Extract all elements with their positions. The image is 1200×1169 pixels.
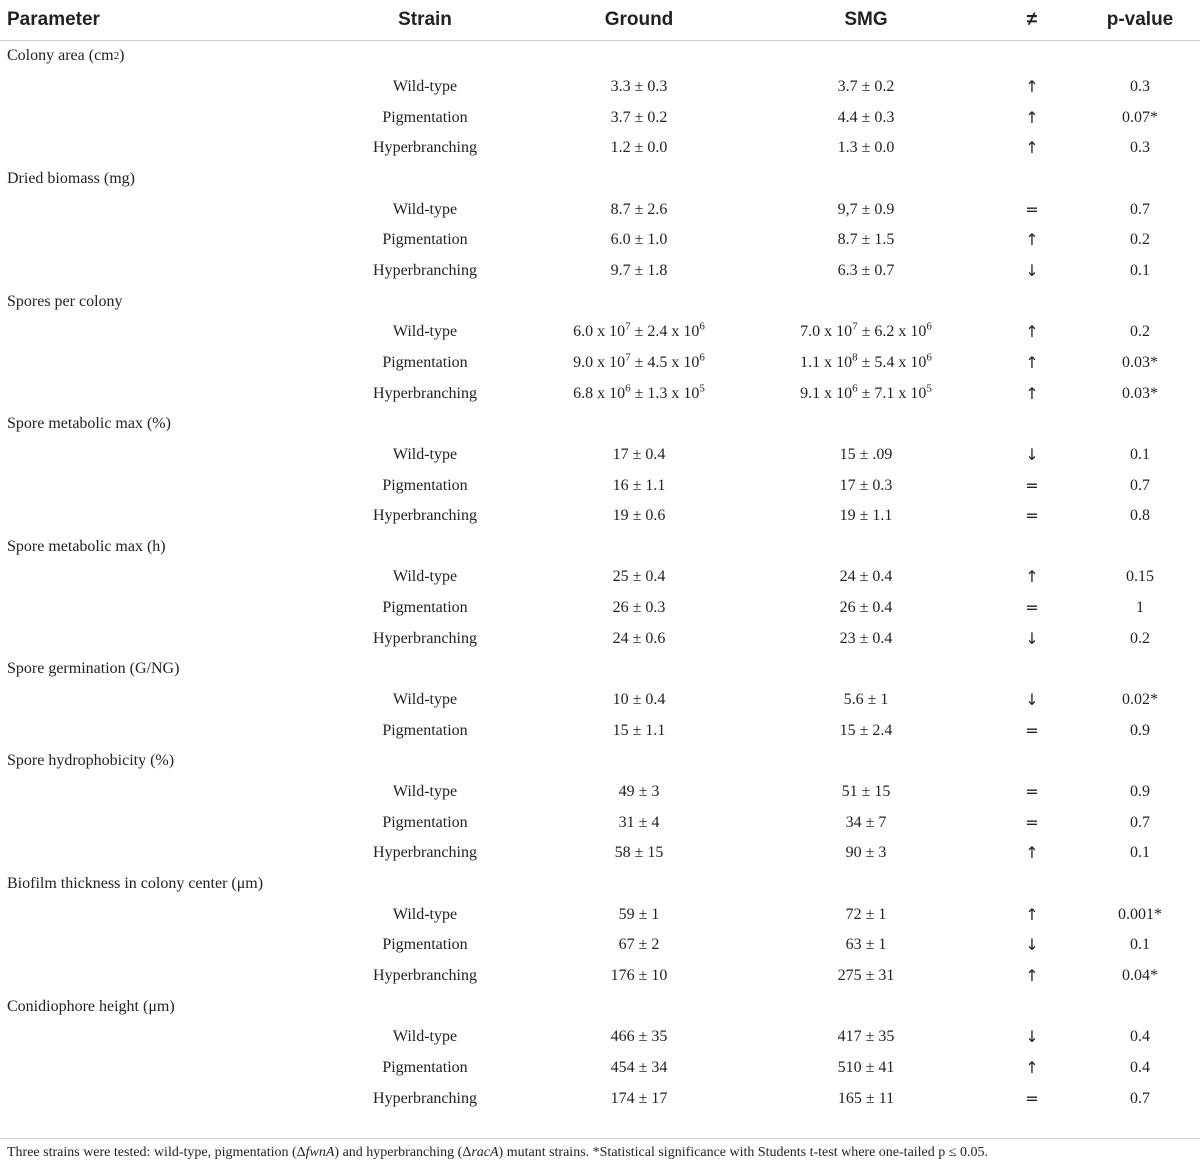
difference-cell: [984, 138, 1080, 158]
strain-cell: Wild-type: [392, 568, 458, 586]
difference-cell: [984, 966, 1080, 986]
parameter-title: Spore germination (G/NG): [7, 660, 180, 678]
table-row: [0, 838, 1200, 869]
p-value-cell: 0.3: [1130, 77, 1150, 95]
smg-cell-part: 6: [852, 382, 858, 395]
p-value-cell: 0.3: [1130, 139, 1150, 157]
ground-cell-part: ± 1.3 x 10: [630, 384, 700, 402]
ground-cell: 19 ± 0.6: [612, 507, 666, 525]
smg-cell-part: 9.1 x 10: [800, 384, 853, 402]
equal-sign: =: [1025, 506, 1039, 526]
arrow-down-icon: ↓: [1025, 690, 1039, 710]
arrow-up-icon: ↑: [1025, 1057, 1039, 1077]
header-smg: SMG: [844, 9, 888, 30]
table-row: [0, 807, 1200, 838]
ground-cell-part: 9.0 x 10: [573, 353, 626, 371]
ground-cell: 31 ± 4: [618, 813, 660, 831]
difference-cell: [984, 506, 1080, 526]
ground-cell: 25 ± 0.4: [612, 568, 666, 586]
header-parameter: Parameter: [7, 9, 100, 30]
header-p-value: p-value: [1106, 9, 1174, 30]
header-ground: Ground: [604, 9, 674, 30]
strain-cell: Wild-type: [392, 1028, 458, 1046]
ground-cell-part: 6.8 x 10: [573, 384, 626, 402]
table-row: [0, 930, 1200, 961]
difference-cell: [984, 261, 1080, 281]
ground-cell: 6.0 ± 1.0: [610, 231, 668, 249]
strain-cell: Pigmentation: [382, 721, 468, 739]
ground-cell-part: 6.0 x 10: [573, 323, 626, 341]
table-row: [0, 1083, 1200, 1114]
strain-cell: Wild-type: [392, 783, 458, 801]
ground-cell-part: 5: [699, 382, 705, 395]
smg-cell: 510 ± 41: [837, 1058, 895, 1076]
smg-cell: 5.6 ± 1: [843, 691, 889, 709]
table-row: [0, 685, 1200, 716]
equal-sign: =: [1025, 782, 1039, 802]
difference-cell: [984, 567, 1080, 587]
strain-cell: Wild-type: [392, 200, 458, 218]
parameter-group-title: [0, 991, 1200, 1022]
p-value-cell: 0.001*: [1118, 905, 1162, 923]
smg-cell-part: 6: [926, 320, 932, 333]
equal-sign: =: [1025, 598, 1039, 618]
strain-cell: Hyperbranching: [373, 261, 477, 279]
p-value-cell: 0.2: [1130, 629, 1150, 647]
smg-cell-part: 8: [852, 351, 858, 364]
smg-cell: 3.7 ± 0.2: [837, 77, 895, 95]
equal-sign: =: [1025, 475, 1039, 495]
difference-cell: [984, 813, 1080, 833]
parameter-title: Colony area (cm: [7, 47, 114, 65]
footnote-gene-raca: racA: [471, 1145, 499, 1160]
smg-cell: 17 ± 0.3: [839, 476, 893, 494]
arrow-up-icon: ↑: [1025, 966, 1039, 986]
ground-cell: [530, 351, 748, 372]
smg-cell: 9,7 ± 0.9: [837, 200, 895, 218]
p-value-cell: 0.9: [1130, 783, 1150, 801]
arrow-up-icon: ↑: [1025, 567, 1039, 587]
arrow-up-icon: ↑: [1025, 322, 1039, 342]
smg-cell: 34 ± 7: [845, 813, 887, 831]
footnote-text-1: Three strains were tested: wild-type, pigmentation (Δ: [7, 1145, 306, 1160]
table-row: [0, 899, 1200, 930]
smg-cell: 24 ± 0.4: [839, 568, 893, 586]
parameter-group-title: [0, 654, 1200, 685]
ground-cell: 3.3 ± 0.3: [610, 77, 668, 95]
table-row: [0, 348, 1200, 379]
smg-cell: 1.3 ± 0.0: [837, 139, 895, 157]
table-row: [0, 470, 1200, 501]
ground-cell-part: ± 4.5 x 10: [630, 353, 700, 371]
ground-cell: [530, 320, 748, 341]
smg-cell: 72 ± 1: [845, 905, 887, 923]
p-value-cell: 0.4: [1130, 1028, 1150, 1046]
smg-cell: 6.3 ± 0.7: [837, 261, 895, 279]
table-row: [0, 102, 1200, 133]
p-value-cell: 0.4: [1130, 1058, 1150, 1076]
difference-cell: [984, 905, 1080, 925]
strain-cell: Pigmentation: [382, 476, 468, 494]
difference-cell: [984, 629, 1080, 649]
strain-cell: Pigmentation: [382, 353, 468, 371]
p-value-cell: 1: [1136, 599, 1144, 617]
p-value-cell: 0.15: [1126, 568, 1154, 586]
table-row: [0, 777, 1200, 808]
table-row: [0, 317, 1200, 348]
header-difference: ≠: [1026, 9, 1038, 30]
ground-cell: 58 ± 15: [614, 844, 664, 862]
table-row: [0, 623, 1200, 654]
strain-cell: Pigmentation: [382, 936, 468, 954]
footnote-text-3: ) mutant strains. *Statistical significance with Students t-test where one-tailed p ≤ 0.05.: [498, 1145, 988, 1160]
table-row: [0, 593, 1200, 624]
parameter-group-title: [0, 746, 1200, 777]
parameter-group-title: [0, 164, 1200, 195]
strain-cell: Wild-type: [392, 77, 458, 95]
ground-cell-part: 6: [699, 320, 705, 333]
ground-cell: 16 ± 1.1: [612, 476, 666, 494]
smg-cell: 90 ± 3: [845, 844, 887, 862]
difference-cell: [984, 353, 1080, 373]
smg-cell-part: 7.0 x 10: [800, 323, 853, 341]
table-footnote: [0, 1138, 1200, 1161]
arrow-up-icon: ↑: [1025, 383, 1039, 403]
smg-cell: 26 ± 0.4: [839, 599, 893, 617]
table-row: [0, 256, 1200, 287]
footnote-text-2: ) and hyperbranching (Δ: [334, 1145, 472, 1160]
difference-cell: [984, 598, 1080, 618]
smg-cell-part: 6: [926, 351, 932, 364]
table-row: [0, 378, 1200, 409]
strain-cell: Wild-type: [392, 691, 458, 709]
smg-cell: 15 ± .09: [839, 445, 893, 463]
difference-cell: [984, 322, 1080, 342]
smg-cell-part: ± 6.2 x 10: [857, 323, 927, 341]
ground-cell: [530, 382, 748, 403]
footnote-gene-fwna: fwnA: [305, 1145, 335, 1160]
ground-cell: 15 ± 1.1: [612, 721, 666, 739]
arrow-down-icon: ↓: [1025, 628, 1039, 648]
parameter-title: Conidiophore height (μm): [7, 997, 175, 1015]
parameter-title-end: ): [119, 47, 125, 65]
arrow-up-icon: ↑: [1025, 138, 1039, 158]
p-value-cell: 0.2: [1130, 323, 1150, 341]
difference-cell: [984, 476, 1080, 496]
p-value-cell: 0.7: [1130, 200, 1150, 218]
arrow-up-icon: ↑: [1025, 843, 1039, 863]
difference-cell: [984, 1027, 1080, 1047]
parameter-group-title: Colony area (cm 2 ): [7, 47, 125, 65]
table-row: [0, 562, 1200, 593]
ground-cell: 24 ± 0.6: [612, 629, 666, 647]
strain-cell: Hyperbranching: [373, 844, 477, 862]
p-value-cell: 0.03*: [1122, 353, 1158, 371]
table-row: [0, 440, 1200, 471]
parameter-title: Spore hydrophobicity (%): [7, 752, 175, 770]
smg-cell: [748, 382, 984, 403]
ground-cell-part: 7: [625, 351, 631, 364]
strain-cell: Pigmentation: [382, 108, 468, 126]
ground-cell: 67 ± 2: [618, 936, 660, 954]
p-value-cell: 0.04*: [1122, 967, 1158, 985]
difference-cell: [984, 1058, 1080, 1078]
difference-cell: [984, 935, 1080, 955]
difference-cell: [984, 77, 1080, 97]
parameter-title: Biofilm thickness in colony center (μm): [7, 875, 264, 893]
smg-cell-part: ± 7.1 x 10: [857, 384, 927, 402]
strain-cell: Wild-type: [392, 445, 458, 463]
strain-cell: Hyperbranching: [373, 507, 477, 525]
smg-cell: [748, 320, 984, 341]
table-body: [0, 41, 1200, 1114]
difference-cell: [984, 384, 1080, 404]
table-row: [0, 72, 1200, 103]
smg-cell-part: ± 5.4 x 10: [857, 353, 927, 371]
strain-cell: Hyperbranching: [373, 384, 477, 402]
arrow-down-icon: ↓: [1025, 260, 1039, 280]
strain-cell: Pigmentation: [382, 231, 468, 249]
parameter-title: Spore metabolic max (%): [7, 415, 171, 433]
difference-cell: [984, 843, 1080, 863]
table-row: [0, 194, 1200, 225]
smg-cell: 8.7 ± 1.5: [837, 231, 895, 249]
equal-sign: =: [1025, 1088, 1039, 1108]
equal-sign: =: [1025, 199, 1039, 219]
smg-cell: 19 ± 1.1: [839, 507, 893, 525]
parameter-group-title: [0, 409, 1200, 440]
ground-cell: 9.7 ± 1.8: [610, 261, 668, 279]
ground-cell-part: 7: [625, 320, 631, 333]
table-row: [0, 715, 1200, 746]
smg-cell: 23 ± 0.4: [839, 629, 893, 647]
strain-cell: Wild-type: [392, 905, 458, 923]
strain-cell: Hyperbranching: [373, 967, 477, 985]
p-value-cell: 0.07*: [1122, 108, 1158, 126]
ground-cell: 26 ± 0.3: [612, 599, 666, 617]
ground-cell: 466 ± 35: [610, 1028, 668, 1046]
parameter-group-title: [0, 532, 1200, 563]
smg-cell: 165 ± 11: [837, 1089, 895, 1107]
parameter-group-title: [0, 286, 1200, 317]
difference-cell: [984, 230, 1080, 250]
table-row: [0, 1053, 1200, 1084]
ground-cell-part: 6: [625, 382, 631, 395]
arrow-up-icon: ↑: [1025, 904, 1039, 924]
strain-cell: Pigmentation: [382, 1058, 468, 1076]
header-strain: Strain: [398, 9, 452, 30]
smg-cell: 63 ± 1: [845, 936, 887, 954]
p-value-cell: 0.03*: [1122, 384, 1158, 402]
difference-cell: [984, 782, 1080, 802]
table-header: [0, 0, 1200, 41]
p-value-cell: 0.02*: [1122, 691, 1158, 709]
parameter-title: Spores per colony: [7, 292, 123, 310]
p-value-cell: 0.1: [1130, 844, 1150, 862]
arrow-up-icon: ↑: [1025, 230, 1039, 250]
ground-cell: 49 ± 3: [618, 783, 660, 801]
difference-cell: [984, 108, 1080, 128]
arrow-up-icon: ↑: [1025, 76, 1039, 96]
ground-cell: 454 ± 34: [610, 1058, 668, 1076]
ground-cell-part: ± 2.4 x 10: [630, 323, 700, 341]
smg-cell-part: 7: [852, 320, 858, 333]
smg-cell: 275 ± 31: [837, 967, 895, 985]
ground-cell: 174 ± 17: [610, 1089, 668, 1107]
smg-cell: 51 ± 15: [841, 783, 891, 801]
smg-cell: 4.4 ± 0.3: [837, 108, 895, 126]
p-value-cell: 0.7: [1130, 476, 1150, 494]
ground-cell: 17 ± 0.4: [612, 445, 666, 463]
arrow-down-icon: ↓: [1025, 935, 1039, 955]
strain-cell: Pigmentation: [382, 599, 468, 617]
p-value-cell: 0.7: [1130, 1089, 1150, 1107]
smg-cell: [748, 351, 984, 372]
difference-cell: [984, 445, 1080, 465]
strain-cell: Wild-type: [392, 323, 458, 341]
ground-cell: 10 ± 0.4: [612, 691, 666, 709]
p-value-cell: 0.9: [1130, 721, 1150, 739]
p-value-cell: 0.1: [1130, 445, 1150, 463]
ground-cell: 176 ± 10: [610, 967, 668, 985]
table-row: [0, 225, 1200, 256]
ground-cell: 8.7 ± 2.6: [610, 200, 668, 218]
p-value-cell: 0.8: [1130, 507, 1150, 525]
difference-cell: [984, 721, 1080, 741]
difference-cell: [984, 1089, 1080, 1109]
parameter-title: Spore metabolic max (h): [7, 537, 166, 555]
ground-cell: 1.2 ± 0.0: [610, 139, 668, 157]
table-row: [0, 133, 1200, 164]
smg-cell: 417 ± 35: [837, 1028, 895, 1046]
smg-cell-part: 5: [926, 382, 932, 395]
difference-cell: [984, 690, 1080, 710]
table-row: [0, 1022, 1200, 1053]
ground-cell: 3.7 ± 0.2: [610, 108, 668, 126]
strain-cell: Hyperbranching: [373, 629, 477, 647]
ground-cell-part: 6: [699, 351, 705, 364]
parameter-title: Dried biomass (mg): [7, 169, 135, 187]
arrow-down-icon: ↓: [1025, 444, 1039, 464]
strain-cell: Hyperbranching: [373, 1089, 477, 1107]
arrow-down-icon: ↓: [1025, 1027, 1039, 1047]
smg-cell: 15 ± 2.4: [839, 721, 893, 739]
parameter-group-title: [0, 869, 1200, 900]
strain-cell: Hyperbranching: [373, 139, 477, 157]
p-value-cell: 0.7: [1130, 813, 1150, 831]
smg-cell-part: 1.1 x 10: [800, 353, 853, 371]
table-row: [0, 961, 1200, 992]
p-value-cell: 0.1: [1130, 261, 1150, 279]
difference-cell: [984, 200, 1080, 220]
p-value-cell: 0.2: [1130, 231, 1150, 249]
p-value-cell: 0.1: [1130, 936, 1150, 954]
equal-sign: =: [1025, 720, 1039, 740]
ground-cell: 59 ± 1: [618, 905, 660, 923]
arrow-up-icon: ↑: [1025, 352, 1039, 372]
strain-cell: Pigmentation: [382, 813, 468, 831]
arrow-up-icon: ↑: [1025, 107, 1039, 127]
equal-sign: =: [1025, 812, 1039, 832]
table-row: [0, 501, 1200, 532]
